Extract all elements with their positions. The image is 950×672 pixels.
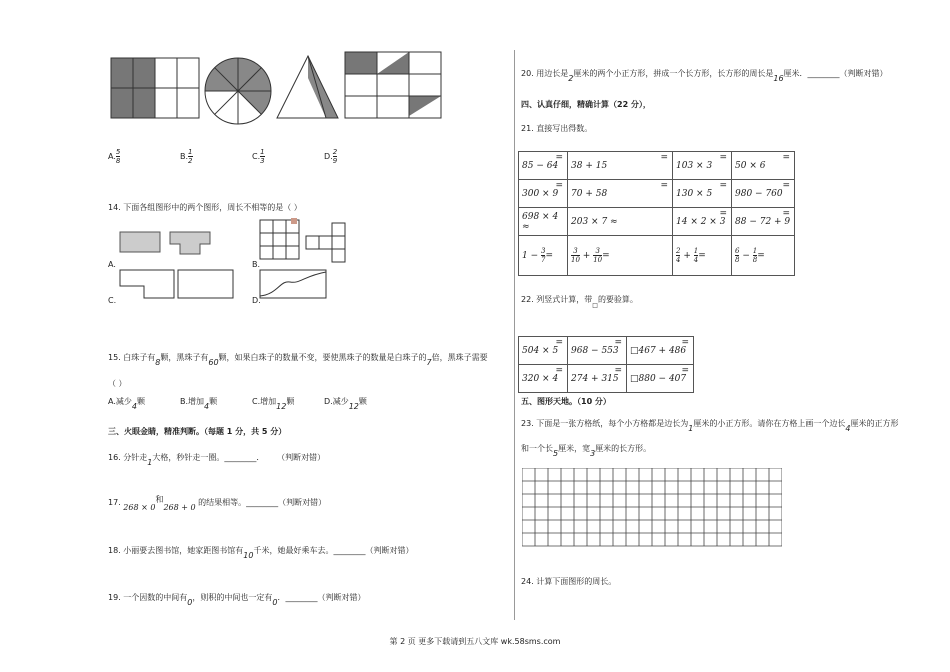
q21-cell[interactable]: 14 × 2 × 3 = xyxy=(673,208,732,236)
q13-option-b[interactable]: B. $\frac{1}{2}$ xyxy=(180,148,193,165)
q21-cell[interactable]: $\frac{3}{10}$ + $\frac{3}{10}$ = xyxy=(568,236,673,276)
q21-cell[interactable]: 1 − $\frac{3}{7}$ = xyxy=(519,236,568,276)
q22-cell[interactable]: 320 × 4 = xyxy=(519,365,568,393)
q22-cell[interactable]: □880 − 407 = xyxy=(627,365,694,393)
q14-option-a[interactable]: A. xyxy=(108,260,116,269)
q21-cell[interactable]: 85 − 64 = xyxy=(519,152,568,180)
q15-option-d[interactable]: D.减少12颗 xyxy=(324,397,367,411)
q21-cell[interactable]: 70 + 58 = xyxy=(568,180,673,208)
page-footer: 第 2 页 更多下载请到五八文库 wk.58sms.com xyxy=(389,637,561,646)
q21-cell[interactable]: 88 − 72 + 9 = xyxy=(732,208,795,236)
q19-question: 19. 一个因数的中间有0，则积的中间也一定有0．________（判断对错） xyxy=(108,593,366,607)
column-divider xyxy=(514,50,515,620)
q21-cell[interactable]: $\frac{6}{8}$ − $\frac{1}{8}$ = xyxy=(732,236,795,276)
q21-cell[interactable]: 698 × 4 ≈ xyxy=(519,208,568,236)
q21-question: 21. 直接写出得数。 xyxy=(521,124,593,133)
q24-question: 24. 计算下面图形的周长。 xyxy=(521,577,617,586)
q23-question: 23. 下面是一张方格纸，每个小方格都是边长为1厘米的小正方形。请你在方格上画一个边长4厘米的正方形 xyxy=(521,419,899,433)
q15-option-b[interactable]: B.增加4颗 xyxy=(180,397,218,411)
q15-paren: （ ） xyxy=(108,379,127,388)
q14-fig-c xyxy=(120,270,233,298)
q13-option-d-frac: $\frac{2}{9}$ xyxy=(332,148,338,165)
q21-cell[interactable]: 130 × 5 = xyxy=(673,180,732,208)
q21-cell[interactable]: 38 + 15 = xyxy=(568,152,673,180)
q22-cell[interactable]: 504 × 5 = xyxy=(519,337,568,365)
section-4-heading: 四、认真仔细，精确计算（22 分）， xyxy=(521,100,651,109)
q22-table xyxy=(518,336,694,393)
q13-option-a-frac: $\frac{5}{8}$ xyxy=(115,148,121,165)
q13-fig-d xyxy=(345,52,441,118)
q13-option-c[interactable]: C. $\frac{1}{3}$ xyxy=(252,148,265,165)
q22-question: 22. 列竖式计算，带$_□$的要验算。 xyxy=(521,295,638,309)
q13-option-d[interactable]: D. $\frac{2}{9}$ xyxy=(324,148,338,165)
section-5-heading: 五、图形天地。（10 分） xyxy=(521,397,611,406)
q21-cell[interactable]: $\frac{2}{4}$ + $\frac{1}{4}$ = xyxy=(673,236,732,276)
q14-option-c[interactable]: C. xyxy=(108,296,117,305)
q23-question-line2: 和一个长5厘米，宽3厘米的长方形。 xyxy=(521,444,652,458)
q14-option-b[interactable]: B. xyxy=(252,260,261,269)
q13-option-a[interactable]: A. $\frac{5}{8}$ xyxy=(108,148,121,165)
q13-option-c-frac: $\frac{1}{3}$ xyxy=(260,148,265,165)
q21-cell[interactable]: 50 × 6 = xyxy=(732,152,795,180)
q14-option-d[interactable]: D. xyxy=(252,296,261,305)
q21-cell[interactable]: 300 × 9 = xyxy=(519,180,568,208)
q14-fig-b xyxy=(260,218,345,262)
section-3-heading: 三、火眼金睛，精准判断。（每题 1 分，共 5 分） xyxy=(108,427,287,436)
q14-question: 14. 下面各组图形中的两个图形，周长不相等的是（ ） xyxy=(108,203,302,212)
q21-cell[interactable]: 980 − 760 = xyxy=(732,180,795,208)
q21-table xyxy=(518,151,795,276)
q16-question: 16. 分针走1大格，秒针走一圈。________． （判断对错） xyxy=(108,453,326,467)
q23-grid-paper[interactable] xyxy=(522,468,782,552)
q22-cell[interactable]: 968 − 553 = xyxy=(568,337,627,365)
q15-option-a[interactable]: A.减少4颗 xyxy=(108,397,145,411)
q13-fig-c xyxy=(277,56,338,118)
q14-figures xyxy=(108,216,358,306)
q18-question: 18. 小丽要去图书馆，她家距图书馆有10千米，她最好乘车去。________（判断对错） xyxy=(108,546,414,560)
q13-option-b-frac: $\frac{1}{2}$ xyxy=(188,148,193,165)
q15-option-c[interactable]: C.增加12颗 xyxy=(252,397,295,411)
q22-cell[interactable]: □467 + 486 = xyxy=(627,337,694,365)
q21-cell[interactable]: 103 × 3 = xyxy=(673,152,732,180)
q17-question: 17. 268 × 0和268 + 0 的结果相等。________（判断对错） xyxy=(108,495,327,512)
q21-cell[interactable]: 203 × 7 ≈ xyxy=(568,208,673,236)
q15-question: 15. 白珠子有8颗，黑珠子有60颗，如果白珠子的数量不变，要使黑珠子的数量是白珠子的7倍，黑珠子需要 xyxy=(108,353,488,367)
q14-fig-a xyxy=(120,232,210,254)
q22-cell[interactable]: 274 + 315 = xyxy=(568,365,627,393)
q13-figures xyxy=(108,48,448,128)
q20-question: 20. 用边长是2厘米的两个小正方形，拼成一个长方形，长方形的周长是16厘米．________（判断对错） xyxy=(521,69,888,83)
q13-fig-b xyxy=(205,58,271,124)
q13-fig-a xyxy=(111,58,199,118)
q14-fig-d xyxy=(260,270,326,298)
